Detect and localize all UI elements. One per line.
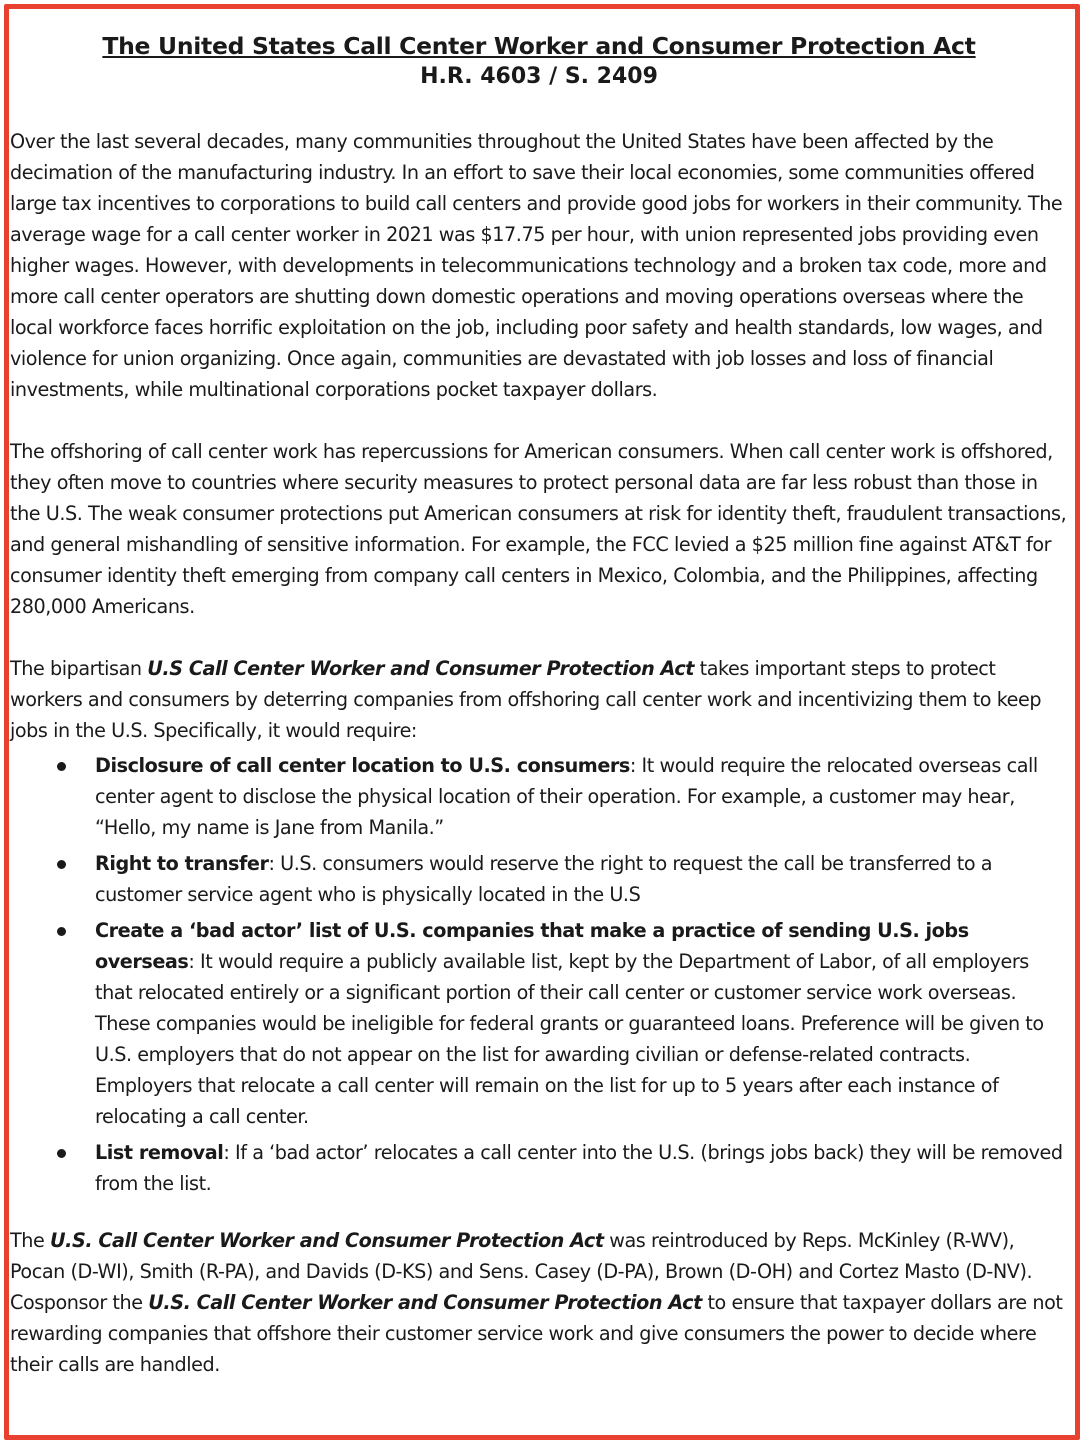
text-span: takes important steps to protect workers and consumers by deterring companies from offshoring call center work and incentivizing them to keep jobs in the U.S. Specifically, it would require: — [10, 657, 1042, 742]
requirements-list — [10, 750, 1068, 1199]
bullet-text: : It would require a publicly available list, kept by the Department of Labor, of all employers that relocated entirely or a significant portion of their call center or customer service work overseas. These companies would be ineligible for federal grants or guaranteed loans. Preference will be given to U.S. employers that do not appear on the list for awarding civilian or defense-related contracts. Employers that relocate a call center will remain on the list for up to 5 years after each instance of relocating a call center. — [95, 950, 1044, 1128]
act-name: U.S. Call Center Worker and Consumer Protection Act — [148, 1291, 702, 1314]
bill-numbers: H.R. 4603 / S. 2409 — [420, 64, 658, 89]
bullet-text: : If a ‘bad actor’ relocates a call center into the U.S. (brings jobs back) they will be removed from the list. — [95, 1141, 1063, 1195]
paragraph-consumers: The offshoring of call center work has repercussions for American consumers. When call center work is offshored, they often move to countries where security measures to protect personal data are far less robust than those in the U.S. The weak consumer protections put American consumers at risk for identity theft, fraudulent transactions, and general mishandling of sensitive information. For example, the FCC levied a $25 million fine against AT&T for consumer identity theft emerging from company call centers in Mexico, Colombia, and the Philippines, affecting 280,000 Americans. — [10, 440, 1067, 618]
list-item — [10, 915, 1068, 1132]
bullet-text: : U.S. consumers would reserve the right to request the call be transferred to a customer service agent who is physically located in the U.S — [95, 852, 993, 906]
bullet-lead: Disclosure of call center location to U.S. consumers — [95, 754, 630, 777]
list-item — [10, 848, 1068, 910]
act-name: U.S. Call Center Worker and Consumer Protection Act — [50, 1229, 604, 1252]
bullet-text: : It would require the relocated overseas call center agent to disclose the physical location of their operation. For example, a customer may hear, “Hello, my name is Jane from Manila.” — [95, 754, 1038, 839]
document-title: The United States Call Center Worker and Consumer Protection Act — [102, 32, 976, 60]
list-item — [10, 750, 1068, 843]
paragraph-background: Over the last several decades, many communities throughout the United States have been affected by the decimation of the manufacturing industry. In an effort to save their local economies, some communities offered large tax incentives to corporations to build call centers and provide good jobs for workers in their community. The average wage for a call center worker in 2021 was $17.75 per hour, with union represented jobs providing even higher wages. However, with developments in telecommunications technology and a broken tax code, more and more call center operators are shutting down domestic operations and moving operations overseas where the local workforce faces horrific exploitation on the job, including poor safety and health standards, low wages, and violence for union organizing. Once again, communities are devastated with job losses and loss of financial investments, while multinational corporations pocket taxpayer dollars. — [10, 130, 1063, 401]
text-span: The — [10, 1229, 50, 1252]
bullet-icon — [57, 927, 66, 936]
document-body — [10, 30, 1068, 1380]
text-span: was reintroduced by Reps. McKinley (R-WV), Pocan (D-WI), Smith (R-PA), and Davids (D-KS) and Sens. Casey (D-PA), Brown (D-OH) and Cortez Masto (D-NV). Cosponsor the — [10, 1229, 1033, 1314]
bullet-lead: Create a ‘bad actor’ list of U.S. companies that make a practice of sending U.S. jobs overseas — [95, 919, 969, 973]
bullet-lead: List removal — [95, 1141, 224, 1164]
bullet-icon — [57, 762, 66, 771]
bullet-icon — [57, 1149, 66, 1158]
paragraph-act-summary — [10, 653, 1068, 746]
text-span: to ensure that taxpayer dollars are not rewarding companies that offshore their customer service work and give consumers the power to decide where their calls are handled. — [10, 1291, 1063, 1376]
bullet-lead: Right to transfer — [95, 852, 269, 875]
paragraph-sponsors — [10, 1225, 1068, 1380]
text-span: The bipartisan — [10, 657, 148, 680]
bullet-icon — [57, 860, 66, 869]
list-item — [10, 1137, 1068, 1199]
act-name: U.S Call Center Worker and Consumer Protection Act — [147, 657, 694, 680]
